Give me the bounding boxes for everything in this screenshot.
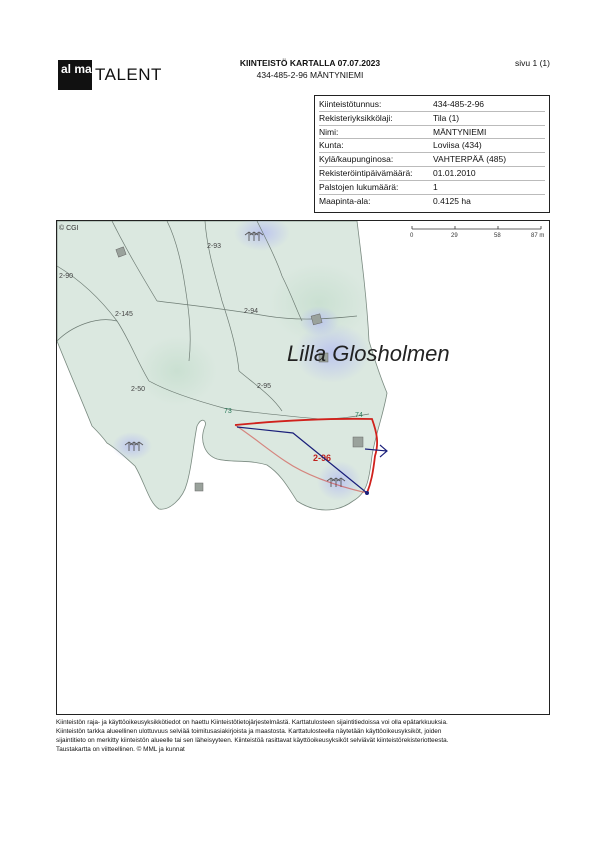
disclaimer-line: Taustakartta on viitteellinen. © MML ja kunnat [56,746,185,753]
scale-bar [410,226,544,239]
info-label: Maapinta-ala: [319,195,371,206]
disclaimer-line: Kiinteistön raja- ja käyttöoikeusyksikkötiedot on haettu Kiinteistötietojärjestelmästä. Karttatulosteen sijaintitiedoissa voi olla epätarkkuuksia. [56,719,448,726]
logo-word: TALENT [95,65,162,84]
property-info-table [314,95,550,213]
info-row [319,112,545,126]
page-subtitle: 434-485-2-96 MÄNTYNIEMI [256,70,364,80]
company-logo [58,60,188,90]
info-value: VAHTERPÄÄ (485) [433,154,507,165]
disclaimer-line: Kiinteistön tarkka alueellinen ulottuvuus selviää toimitusasiakirjoista ja maastosta. Karttatulosteella näytetään käyttöoikeusyksiköt, joiden [56,728,442,735]
page-number: sivu 1 (1) [515,58,550,68]
info-row [319,195,545,208]
parcel-label: 2-93 [207,243,222,250]
logo-mark-icon [58,60,92,90]
boundary-marker: 74 [355,412,363,419]
info-row [319,167,545,181]
map-canvas[interactable] [57,221,550,715]
info-row [319,126,545,140]
disclaimer-line: sijaintitieto on merkitty kiinteistön alueelle tai sen läheisyyteen. Kiinteistöä rasittavat käyttöoikeusyksiköt selviävät kiinteistörekisteriotteesta. [56,737,449,744]
info-value: Loviisa (434) [433,140,482,151]
scale-tick: 58 [494,233,501,239]
parcel-label: 2-50 [131,386,146,393]
info-label: Palstojen lukumäärä: [319,181,399,192]
info-value: 01.01.2010 [433,167,476,178]
info-value: MÄNTYNIEMI [433,126,487,137]
info-label: Kiinteistötunnus: [319,99,382,109]
parcel-label: 2-95 [257,383,272,390]
logo-mark-top: al ma [61,62,92,76]
info-row [319,139,545,153]
info-row [319,153,545,167]
info-value: Tila (1) [433,112,460,123]
parcel-label: 2-94 [244,308,259,315]
map-copyright: © CGI [59,225,79,232]
scale-tick: 87 m [531,233,545,239]
info-label: Kunta: [319,140,344,151]
scale-tick: 0 [410,233,414,239]
disclaimer-text [56,718,556,754]
info-row [319,181,545,195]
info-label: Nimi: [319,126,339,137]
info-label: Rekisteröintipäivämäärä: [319,167,413,178]
info-row [319,98,545,112]
property-map[interactable] [56,220,550,715]
info-label: Kylä/kaupunginosa: [319,154,394,165]
target-parcel-label: 2-96 [313,453,332,463]
parcel-label: 2-90 [59,273,74,280]
scale-tick: 29 [451,233,458,239]
info-value: 434-485-2-96 [433,99,485,109]
info-label: Rekisteriyksikkölaji: [319,112,393,123]
info-value: 1 [433,181,438,192]
place-name: Lilla Glosholmen [287,341,450,366]
info-value: 0.4125 ha [433,195,471,206]
parcel-label: 2-145 [115,311,133,318]
page-title: KIINTEISTÖ KARTALLA 07.07.2023 [239,58,381,68]
boundary-marker: 73 [224,408,232,415]
